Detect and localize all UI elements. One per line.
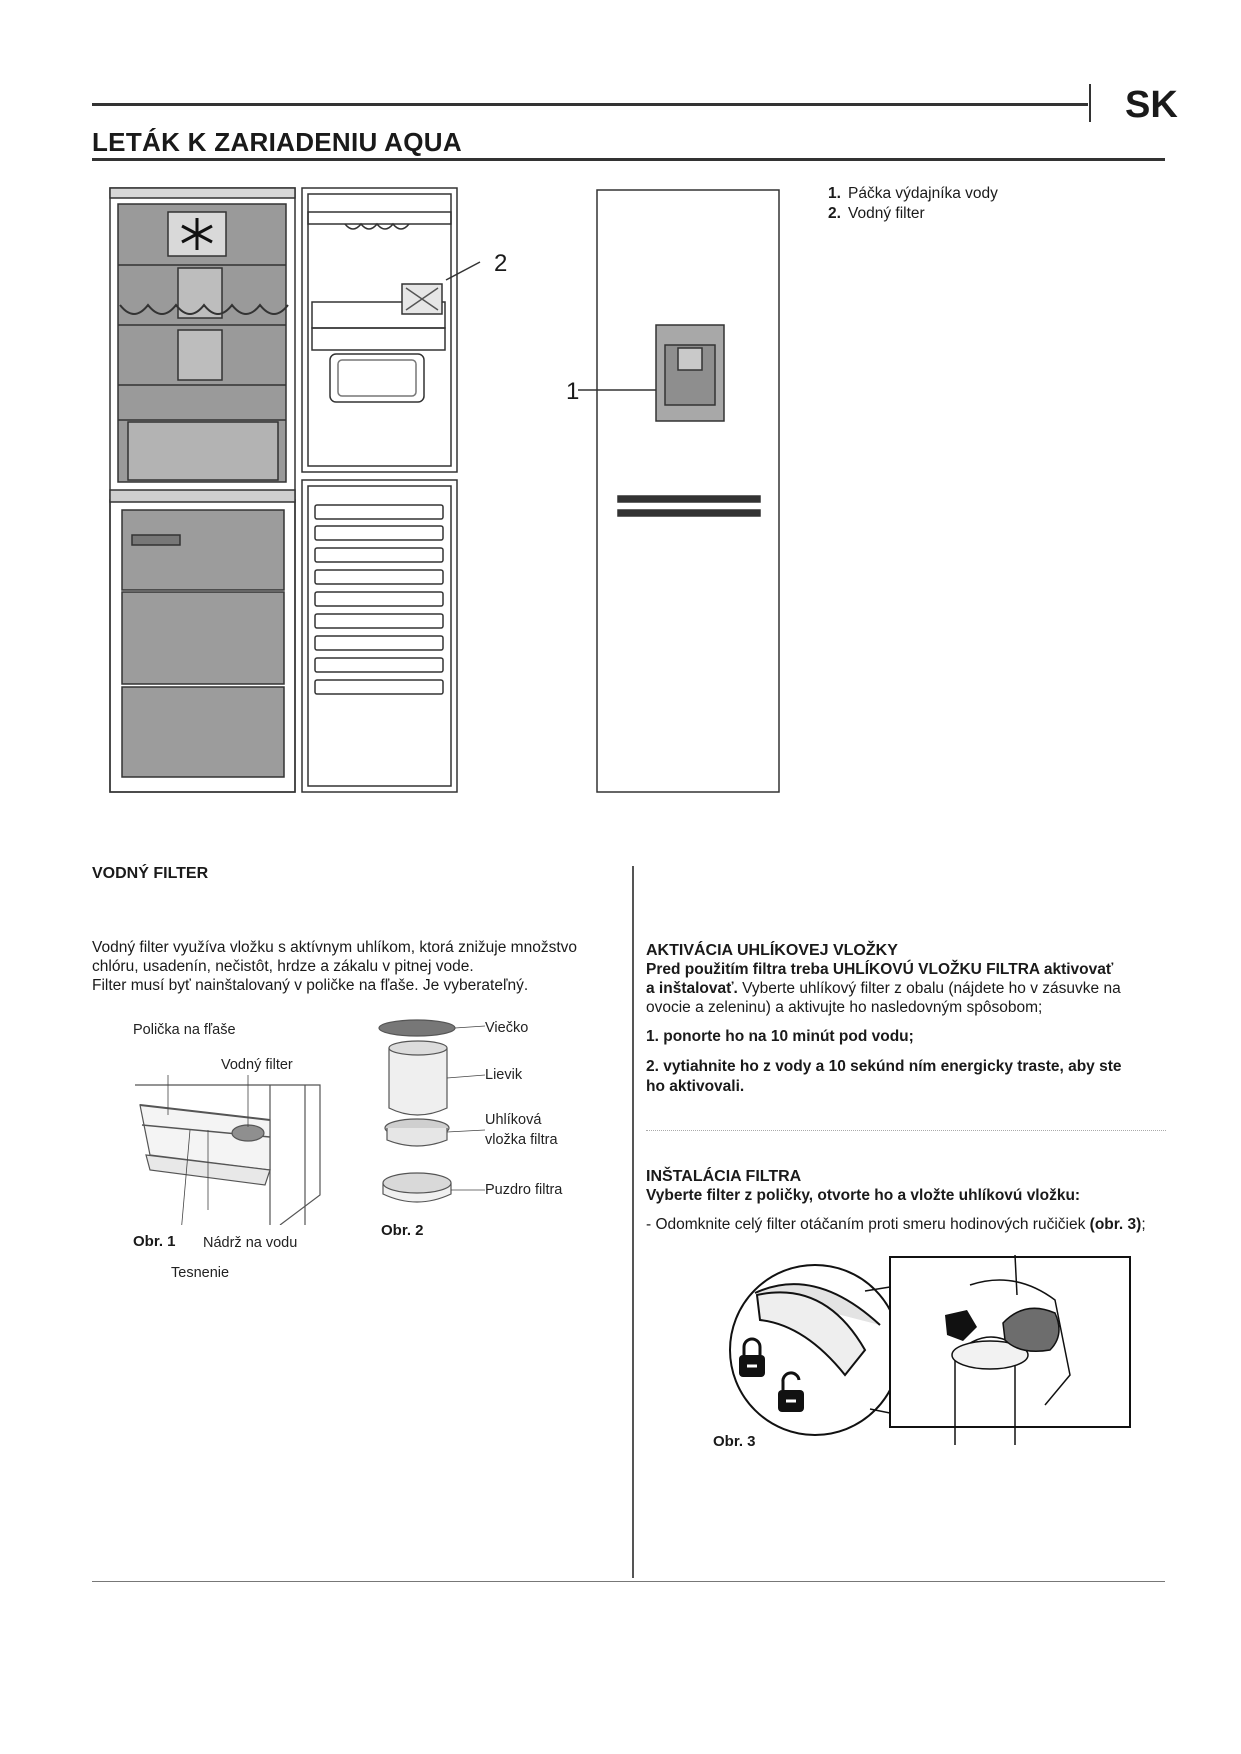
install-step: - Odomknite celý filter otáčaním proti smeru hodinových ručičiek (obr. 3); <box>646 1216 1146 1233</box>
label-water-tank: Nádrž na vodu <box>203 1235 298 1251</box>
intro-paragraph: Vodný filter využíva vložku s aktívnym uhlíkom, ktorá znižuje množstvo chlóru, usadenín, nečistôt, hrdze a zákalu v pitnej vode. Filter musí byť nainštalovaný v poličke na fľaše. Je vyberateľný. <box>92 939 577 994</box>
top-rule <box>92 103 1088 106</box>
column-divider <box>632 866 634 1578</box>
activation-step-1: 1. ponorte ho na 10 minút pod vodu; <box>646 1028 914 1045</box>
label-lid: Viečko <box>485 1020 529 1036</box>
bottom-rule <box>92 1581 1165 1582</box>
lang-divider <box>1089 84 1091 122</box>
figure-1-caption: Obr. 1 <box>133 1233 176 1250</box>
figure-3-caption: Obr. 3 <box>713 1433 756 1450</box>
parts-legend <box>828 184 998 224</box>
activation-heading: AKTIVÁCIA UHLÍKOVEJ VLOŽKY <box>646 942 898 959</box>
activation-step-2: 2. vytiahnite ho z vody a 10 sekúnd ním energicky traste, aby ste ho aktivovali. <box>646 1058 1122 1095</box>
language-code: SK <box>1125 84 1178 126</box>
figure-2-caption: Obr. 2 <box>381 1222 424 1239</box>
page-title: LETÁK K ZARIADENIU AQUA <box>92 127 462 157</box>
figure-3-drawing <box>715 1255 1135 1445</box>
label-funnel: Lievik <box>485 1067 523 1083</box>
install-heading: INŠTALÁCIA FILTRA <box>646 1168 802 1185</box>
activation-section <box>646 942 1166 1097</box>
label-carbon-cartridge: Uhlíková vložka filtra <box>485 1112 558 1148</box>
figure-2-drawing <box>375 1018 490 1213</box>
legend-item: 1. Páčka výdajníka vody <box>828 185 998 202</box>
label-seal: Tesnenie <box>171 1265 230 1281</box>
callout-number-1: 1 <box>566 378 580 405</box>
legend-item: 2. Vodný filter <box>828 205 925 222</box>
install-section <box>646 1168 1166 1234</box>
fridge-diagram <box>100 180 800 800</box>
section-separator <box>646 1130 1166 1131</box>
figure-1-drawing <box>130 1075 350 1225</box>
install-instruction: Vyberte filter z poličky, otvorte ho a vložte uhlíkovú vložku: <box>646 1187 1081 1204</box>
label-water-filter: Vodný filter <box>221 1057 293 1073</box>
callout-number-2: 2 <box>494 250 508 277</box>
label-filter-case: Puzdro filtra <box>485 1182 563 1198</box>
label-bottle-shelf: Polička na fľaše <box>133 1022 236 1038</box>
section-heading-water-filter: VODNÝ FILTER <box>92 865 209 882</box>
title-rule <box>92 158 1165 161</box>
activation-text: Pred použitím filtra treba UHLÍKOVÚ VLOŽKU FILTRA aktivovať a inštalovať. Vyberte uhlíkový filter z obalu (nájdete ho v zásuvke na ovocie a zeleninu) a aktivujte ho nasledovným spôsobom; <box>646 961 1121 1016</box>
